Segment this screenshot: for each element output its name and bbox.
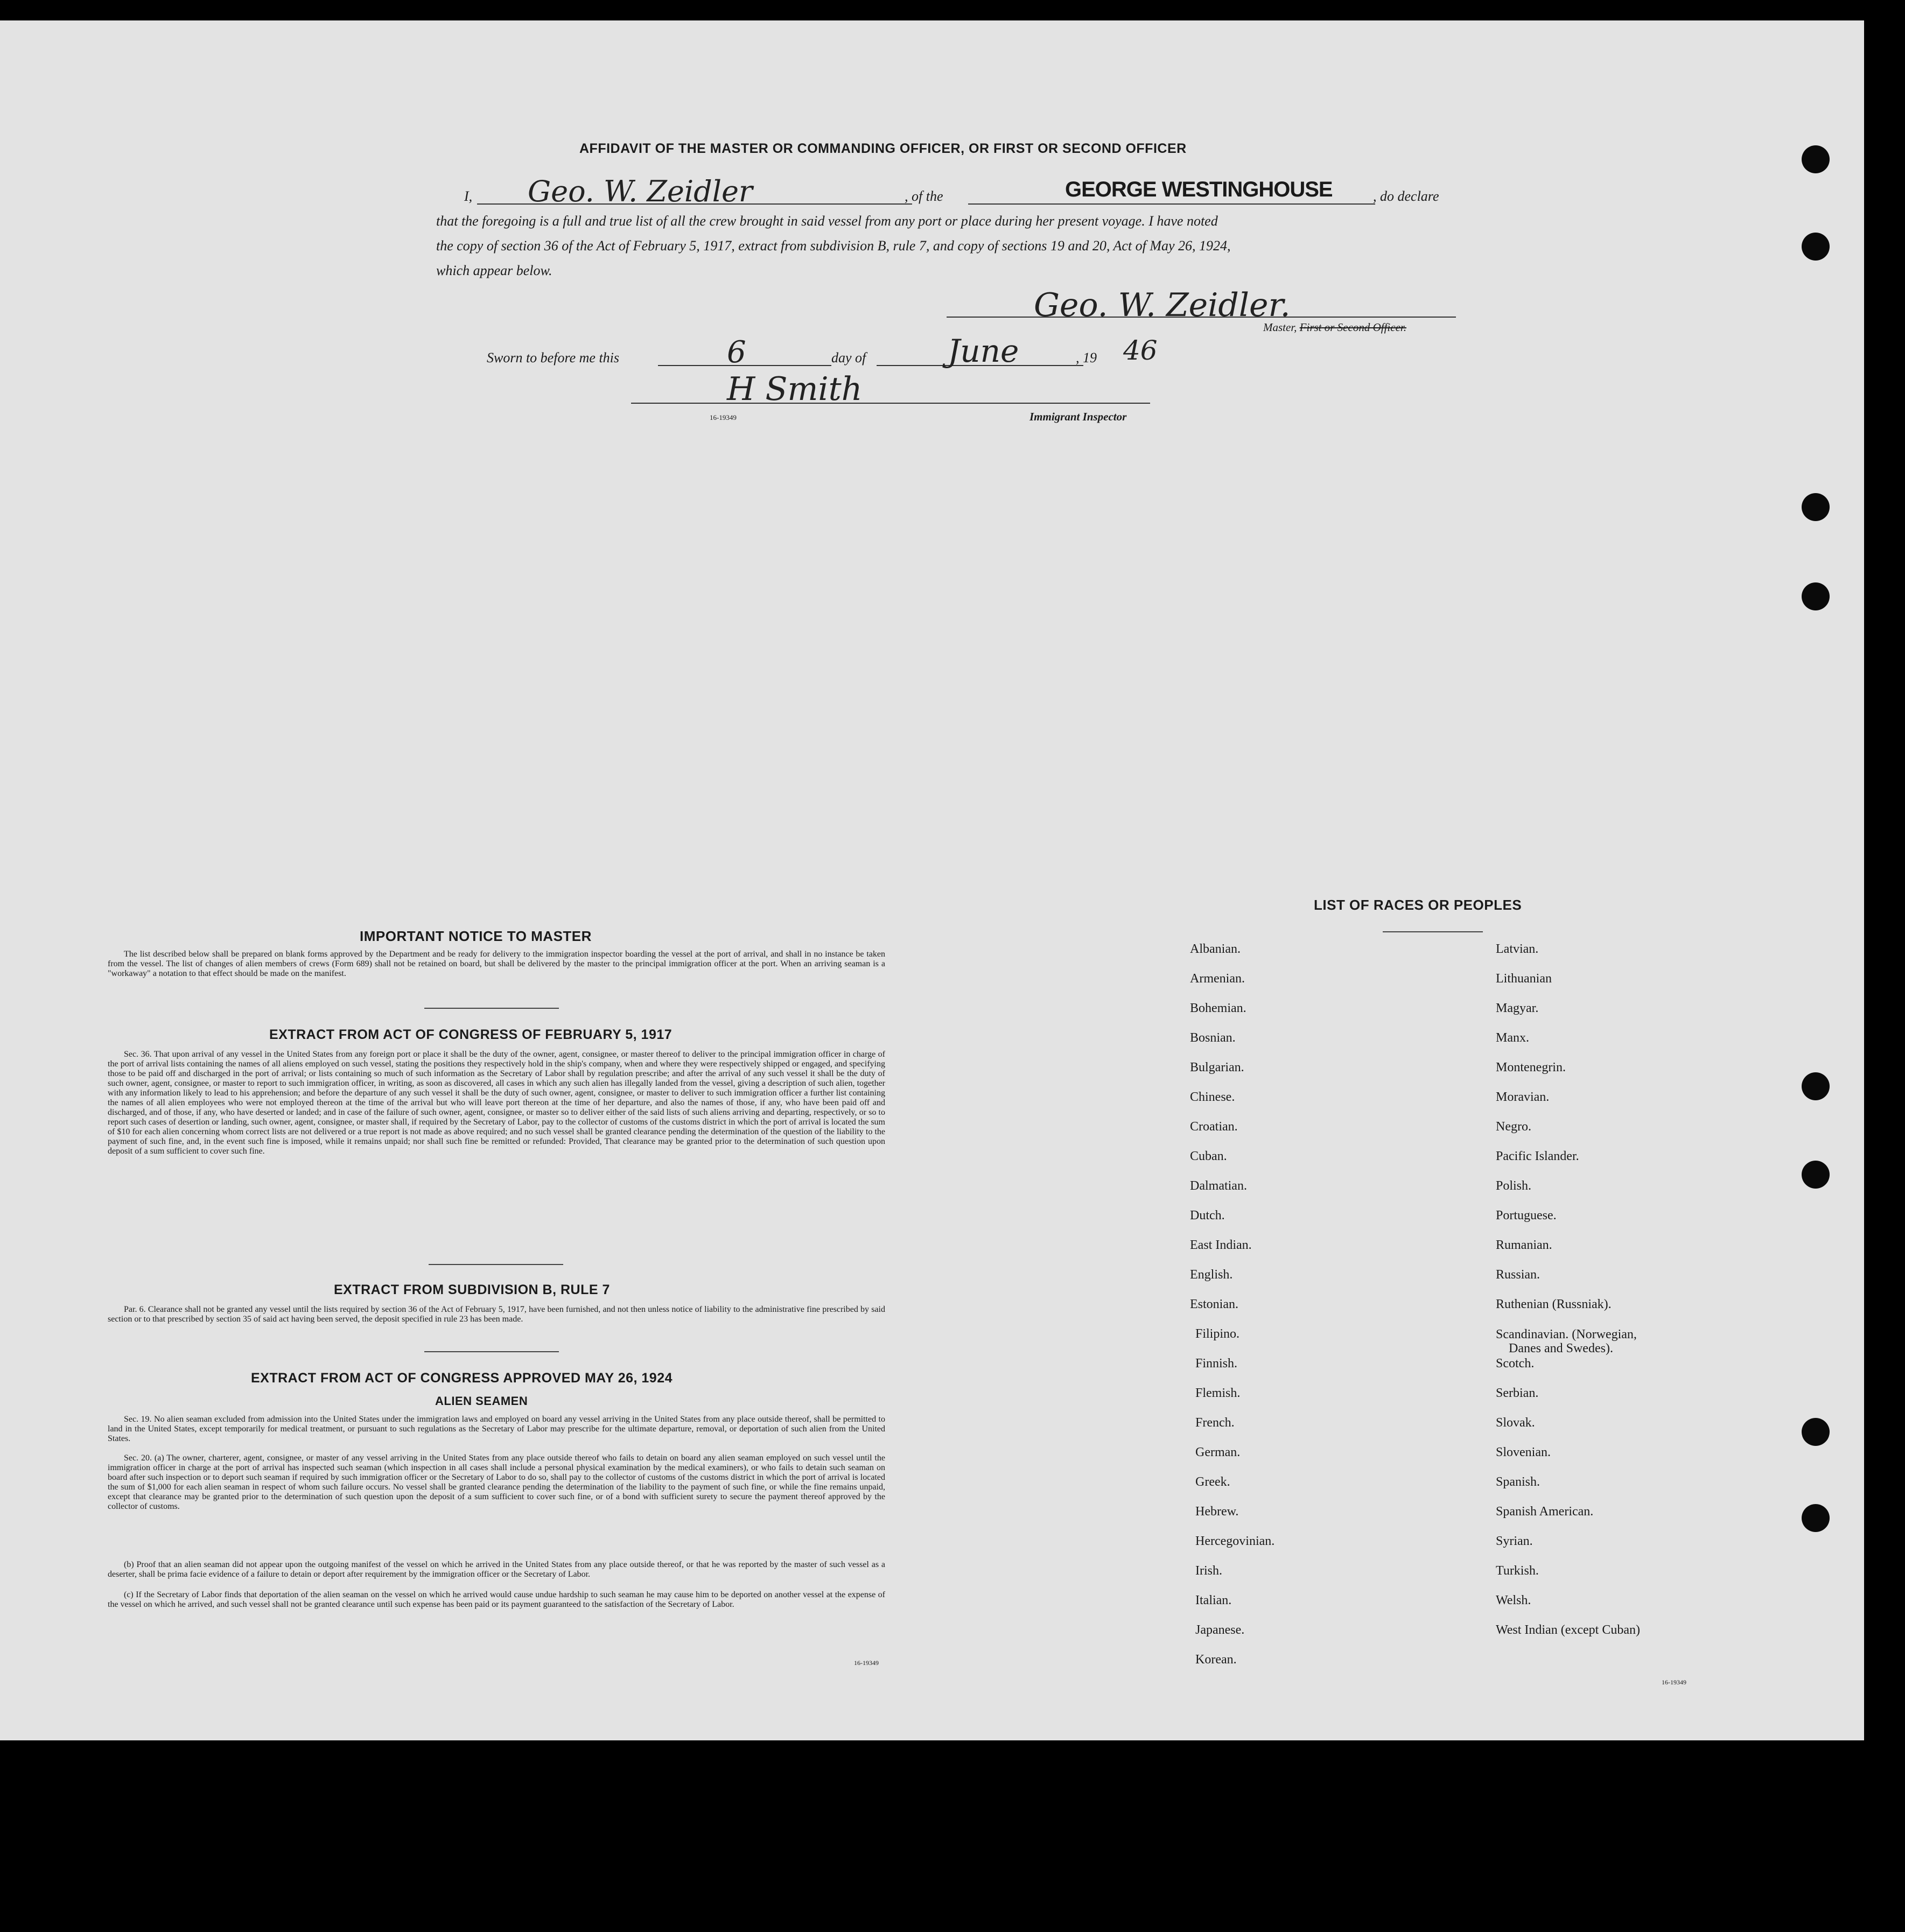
binder-hole bbox=[1802, 1072, 1830, 1100]
race-item: Scotch. bbox=[1496, 1357, 1535, 1371]
affidavit-body-line3: which appear below. bbox=[436, 263, 552, 278]
of-the-label: , of the bbox=[905, 188, 943, 204]
binder-hole bbox=[1802, 233, 1830, 261]
master-title bbox=[1263, 321, 1406, 334]
race-item: Scandinavian. (Norwegian, bbox=[1496, 1327, 1637, 1341]
race-item: Pacific Islander. bbox=[1496, 1149, 1579, 1163]
race-item: Japanese. bbox=[1195, 1623, 1245, 1637]
binder-hole bbox=[1802, 493, 1830, 521]
day-of-label: day of bbox=[831, 350, 866, 366]
race-item: Danes and Swedes). bbox=[1509, 1341, 1613, 1355]
binder-hole bbox=[1802, 1418, 1830, 1446]
name-signature: Geo. W. Zeidler bbox=[528, 174, 753, 208]
affidavit-form-number: 16-19349 bbox=[710, 413, 737, 421]
divider bbox=[429, 1264, 563, 1265]
race-item: Turkish. bbox=[1496, 1564, 1539, 1578]
race-item: Dutch. bbox=[1190, 1209, 1225, 1223]
rule7-text: Par. 6. Clearance shall not be granted any vessel until the lists required by section 36 of the Act of February 5, 1917, have been furnished, and not then unless notice of liability to the administrative fine prescribed by said section or to that prescribed by section 35 of said act having been served, the deposit specified in rule 23 has been made. bbox=[108, 1305, 885, 1324]
master-signature: Geo. W. Zeidler. bbox=[1034, 286, 1291, 324]
binder-hole bbox=[1802, 1504, 1830, 1532]
race-item: Korean. bbox=[1195, 1653, 1237, 1667]
races-title: LIST OF RACES OR PEOPLES bbox=[1314, 897, 1522, 913]
race-item: Dalmatian. bbox=[1190, 1179, 1247, 1193]
race-item: Negro. bbox=[1496, 1120, 1531, 1134]
race-item: Flemish. bbox=[1195, 1386, 1241, 1400]
race-item: Serbian. bbox=[1496, 1386, 1539, 1400]
notice-text: The list described below shall be prepared on blank forms approved by the Department and be ready for delivery to the immigration inspector boarding the vessel at the port of arrival, and shall in no instance be taken from the vessel. The list of changes of alien members of crews (Form 689) shall not be retained on board, but shall be delivered by the master to the principal immigration officer at the port. When an arriving seaman is a "workaway" a notation to that effect should be made on the manifest. bbox=[108, 950, 885, 978]
extract-1917-title: EXTRACT FROM ACT OF CONGRESS OF FEBRUARY 5, 1917 bbox=[269, 1027, 673, 1042]
race-item: Armenian. bbox=[1190, 972, 1245, 986]
race-item: Lithuanian bbox=[1496, 972, 1552, 986]
race-item: Slovenian. bbox=[1496, 1445, 1551, 1459]
race-item: Cuban. bbox=[1190, 1149, 1227, 1163]
race-item: Bohemian. bbox=[1190, 1001, 1246, 1015]
race-item: Greek. bbox=[1195, 1475, 1230, 1489]
race-item: Montenegrin. bbox=[1496, 1060, 1566, 1074]
race-item: Hercegovinian. bbox=[1195, 1534, 1275, 1548]
affidavit-title: AFFIDAVIT OF THE MASTER OR COMMANDING OFFICER, OR FIRST OR SECOND OFFICER bbox=[579, 141, 1187, 156]
race-item: Syrian. bbox=[1496, 1534, 1533, 1548]
sec20a-text: Sec. 20. (a) The owner, charterer, agent, consignee, or master of any vessel arriving in the United States from any place outside thereof who fails to detain on board any alien seaman employed on such vessel until the immigration officer in charge at the port of arrival has inspected such seaman (which inspection in all cases shall include a personal physical examination by the medical examiners), or who fails to detain such seaman on board after such inspection or to deport such seaman if required by such immigration officer or the Secretary of Labor to do so, shall pay to the collector of customs of the customs district in which the port of arrival is located the sum of $1,000 for each alien seaman in respect of whom such failure occurs. No vessel shall be granted clearance pending the determination of the liability to the payment of such fine, or while the fine remains unpaid, except that clearance may be granted prior to the determination of such question upon the deposit of a sum sufficient to cover such fine, or of a bond with sufficient surety to secure the payment thereof approved by the collector of customs. bbox=[108, 1453, 885, 1511]
race-item: Rumanian. bbox=[1496, 1238, 1552, 1252]
binder-hole bbox=[1802, 582, 1830, 610]
sworn-day: 6 bbox=[727, 335, 746, 370]
race-item: Spanish. bbox=[1496, 1475, 1540, 1489]
affidavit-i-label: I, bbox=[464, 188, 473, 204]
race-item: Welsh. bbox=[1496, 1593, 1531, 1607]
race-item: Magyar. bbox=[1496, 1001, 1539, 1015]
race-item: Estonian. bbox=[1190, 1297, 1238, 1311]
race-item: Latvian. bbox=[1496, 942, 1539, 956]
vessel-line bbox=[968, 203, 1375, 205]
sec19-text: Sec. 19. No alien seaman excluded from admission into the United States under the immigration laws and employed on board any vessel arriving in the United States from any place outside thereof, shall be permitted to land in the United States, except temporarily for medical treatment, or pursuant to such regulations as the Secretary of Labor may prescribe for the ultimate departure, removal, or deportation of such alien from the United States. bbox=[108, 1415, 885, 1443]
race-item: Slovak. bbox=[1496, 1416, 1535, 1430]
races-form-number: 16-19349 bbox=[1662, 1678, 1686, 1686]
sworn-year: 46 bbox=[1123, 335, 1158, 366]
do-declare-label: , do declare bbox=[1373, 188, 1439, 204]
notice-title: IMPORTANT NOTICE TO MASTER bbox=[360, 928, 592, 944]
extract-1924-title: EXTRACT FROM ACT OF CONGRESS APPROVED MAY 26, 1924 bbox=[251, 1371, 673, 1386]
race-item: Russian. bbox=[1496, 1268, 1540, 1282]
alien-seamen-subtitle: ALIEN SEAMEN bbox=[435, 1394, 528, 1408]
sec20c-text: (c) If the Secretary of Labor finds that deportation of the alien seaman on the vessel on which he arrived would cause undue hardship to such seaman he may cause him to be deported on another vessel at the expense of the vessel on which he arrived, and such vessel shall not be granted clearance until such expense has been paid or its payment guaranteed to the satisfaction of the Secretary of Labor. bbox=[108, 1590, 885, 1609]
race-item: Filipino. bbox=[1195, 1327, 1240, 1341]
race-item: Italian. bbox=[1195, 1593, 1232, 1607]
race-item: German. bbox=[1195, 1445, 1241, 1459]
race-item: Hebrew. bbox=[1195, 1505, 1239, 1519]
inspector-label: Immigrant Inspector bbox=[1029, 410, 1127, 423]
race-item: Portuguese. bbox=[1496, 1209, 1557, 1223]
struck-officer-label: First or Second Officer. bbox=[1299, 321, 1406, 334]
inspector-signature: H Smith bbox=[727, 370, 863, 408]
race-item: Croatian. bbox=[1190, 1120, 1238, 1134]
race-item: East Indian. bbox=[1190, 1238, 1252, 1252]
race-item: Manx. bbox=[1496, 1031, 1529, 1045]
race-item: English. bbox=[1190, 1268, 1233, 1282]
races-title-rule bbox=[1383, 931, 1483, 932]
divider bbox=[424, 1351, 559, 1352]
divider bbox=[424, 1008, 559, 1009]
inspector-signature-line bbox=[631, 403, 1150, 404]
race-item: Chinese. bbox=[1190, 1090, 1235, 1104]
affidavit-body-line2: the copy of section 36 of the Act of February 5, 1917, extract from subdivision B, rule 7, and copy of sections 19 and 20, Act of May 26, 1924, bbox=[436, 238, 1231, 254]
vessel-name-stamp: GEORGE WESTINGHOUSE bbox=[1065, 178, 1333, 201]
document-page bbox=[0, 20, 1864, 1740]
sworn-month: June bbox=[948, 333, 1019, 369]
race-item: Ruthenian (Russniak). bbox=[1496, 1297, 1612, 1311]
year-prefix: , 19 bbox=[1076, 350, 1097, 366]
rule7-title: EXTRACT FROM SUBDIVISION B, RULE 7 bbox=[334, 1282, 610, 1297]
binder-hole bbox=[1802, 145, 1830, 173]
affidavit-body-line1: that the foregoing is a full and true list of all the crew brought in said vessel from any port or place during her present voyage. I have noted bbox=[436, 213, 1218, 229]
sec20b-text: (b) Proof that an alien seaman did not appear upon the outgoing manifest of the vessel on which he arrived in the United States from any place outside thereof, or that he was reported by the master of such vessel as a deserter, shall be prima facie evidence of a failure to detain or deport after requirement by the immigration officer or the Secretary of Labor. bbox=[108, 1560, 885, 1579]
extract-form-number: 16-19349 bbox=[854, 1659, 879, 1667]
race-item: Irish. bbox=[1195, 1564, 1222, 1578]
race-item: Albanian. bbox=[1190, 942, 1241, 956]
race-item: Bosnian. bbox=[1190, 1031, 1236, 1045]
race-item: Polish. bbox=[1496, 1179, 1532, 1193]
race-item: French. bbox=[1195, 1416, 1235, 1430]
race-item: Spanish American. bbox=[1496, 1505, 1594, 1519]
race-item: Finnish. bbox=[1195, 1357, 1238, 1371]
sworn-label: Sworn to before me this bbox=[487, 350, 620, 366]
binder-hole bbox=[1802, 1161, 1830, 1189]
race-item: Bulgarian. bbox=[1190, 1060, 1244, 1074]
race-item: West Indian (except Cuban) bbox=[1496, 1623, 1640, 1637]
race-item: Moravian. bbox=[1496, 1090, 1550, 1104]
master-label: Master, bbox=[1263, 321, 1297, 334]
extract-1917-text: Sec. 36. That upon arrival of any vessel in the United States from any foreign port or place it shall be the duty of the owner, agent, consignee, or master thereof to deliver to the principal immigration officer in charge of the port of arrival lists containing the names of all aliens employed on such vessel, stating the positions they respectively hold in the ship's company, when and where they were respectively shipped or engaged, and specifying those to be paid off and discharged in the port of arrival; or lists containing so much of such information as the Secretary of Labor shall by regulation prescribe; and after the arrival of any such vessel it shall be the duty of such owner, agent, consignee, or master to report to such immigration officer, in writing, as soon as discovered, all cases in which any such alien has illegally landed from the vessel, giving a description of such alien, together with any information likely to lead to his apprehension; and before the departure of any such vessel it shall be the duty of such owner, agent, consignee, or master to deliver to such immigration officer a further list containing the names of all alien employees who were not employed thereon at the time of the arrival but who will leave port thereon at the time of her departure, and also the names of those, if any, who have been paid off and discharged, and of those, if any, who have deserted or landed; and in case of the failure of such owner, agent, consignee, or master so to deliver either of the said lists of such aliens arriving and departing, respectively, or so to report such cases of desertion or landing, such owner, agent, consignee, or master shall, if required by the Secretary of Labor, pay to the collector of customs of the customs district in which the port of arrival is located the sum of $10 for each alien concerning whom correct lists are not delivered or a true report is not made as above required; and no such vessel shall be granted clearance pending the determination of the question of the liability to the payment of such fine, and, in the event such fine is imposed, while it remains unpaid; nor shall such fine be remitted or refunded: Provided, That clearance may be granted prior to the determination of such question upon deposit of a sum sufficient to cover such fine. bbox=[108, 1050, 885, 1156]
